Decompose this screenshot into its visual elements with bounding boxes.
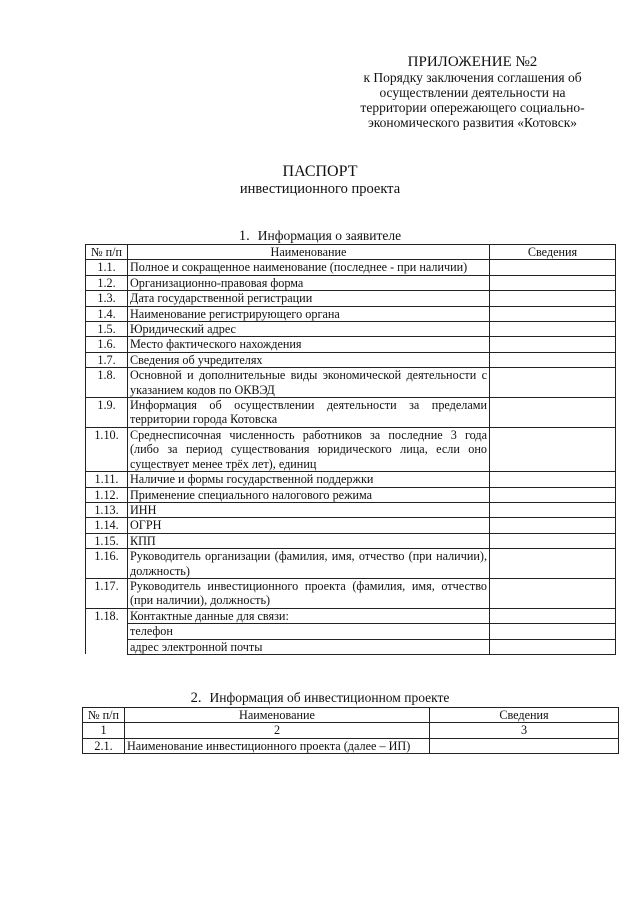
table-row <box>86 502 616 517</box>
row-number: 1.14. <box>86 518 128 533</box>
row-name: Наименование инвестиционного проекта (далее – ИП) <box>125 738 430 753</box>
row-number: 1.12. <box>86 487 128 502</box>
table-row <box>86 578 616 608</box>
row-number: 1.1. <box>86 260 128 275</box>
contacts-phone-label: телефон <box>128 624 490 639</box>
table-row <box>86 291 616 306</box>
row-number: 1.9. <box>86 398 128 428</box>
row-name: КПП <box>128 533 490 548</box>
header-info: Сведения <box>430 708 619 723</box>
row-number: 1.2. <box>86 275 128 290</box>
column-index: 3 <box>430 723 619 738</box>
row-name: Сведения об учредителях <box>128 352 490 367</box>
info-cell[interactable] <box>490 639 616 654</box>
table-row <box>86 352 616 367</box>
row-name: Организационно-правовая форма <box>128 275 490 290</box>
row-name: Наименование регистрирующего органа <box>128 306 490 321</box>
info-cell[interactable] <box>490 398 616 428</box>
table-row <box>86 260 616 275</box>
appendix-line: осуществлении деятельности на <box>379 85 566 100</box>
info-cell[interactable] <box>490 337 616 352</box>
header-num: № п/п <box>86 245 128 260</box>
info-cell[interactable] <box>490 487 616 502</box>
row-number: 1.8. <box>86 368 128 398</box>
column-index: 1 <box>83 723 125 738</box>
table-row <box>83 738 619 753</box>
table-row <box>86 322 616 337</box>
row-name: ОГРН <box>128 518 490 533</box>
row-number: 1.13. <box>86 502 128 517</box>
row-name: Среднесписочная численность работников за последние 3 года (либо за период существования юридического лица, если оно существует менее трёх лет), единиц <box>128 427 490 471</box>
info-cell[interactable] <box>490 533 616 548</box>
info-cell[interactable] <box>490 502 616 517</box>
row-name: Юридический адрес <box>128 322 490 337</box>
info-cell[interactable] <box>490 306 616 321</box>
info-cell[interactable] <box>490 368 616 398</box>
passport-subtitle: инвестиционного проекта <box>239 181 401 197</box>
row-name: Наличие и формы государственной поддержки <box>128 472 490 487</box>
row-number: 1.6. <box>86 337 128 352</box>
table-header-row <box>86 245 616 260</box>
passport-title: ПАСПОРТ <box>282 163 358 180</box>
info-cell[interactable] <box>490 427 616 471</box>
row-name: Место фактического нахождения <box>128 337 490 352</box>
row-number: 1.11. <box>86 472 128 487</box>
table-row <box>86 624 616 639</box>
info-cell[interactable] <box>490 624 616 639</box>
info-cell[interactable] <box>430 738 619 753</box>
info-cell[interactable] <box>490 352 616 367</box>
appendix-title: ПРИЛОЖЕНИЕ №2 <box>407 54 538 70</box>
info-cell[interactable] <box>490 549 616 579</box>
appendix-header <box>330 55 615 130</box>
table-row <box>86 518 616 533</box>
applicant-info-body <box>86 260 616 608</box>
table-row <box>86 275 616 290</box>
table-row <box>86 549 616 579</box>
table-row <box>86 487 616 502</box>
section1-number: 1. <box>238 228 250 244</box>
info-cell[interactable] <box>490 608 616 623</box>
row-number: 1.18. <box>86 608 128 654</box>
table-header-row <box>83 708 619 723</box>
column-index: 2 <box>125 723 430 738</box>
header-name: Наименование <box>128 245 490 260</box>
row-name: Руководитель организации (фамилия, имя, отчество (при наличии), должность) <box>128 549 490 579</box>
project-info-table <box>82 707 619 754</box>
column-index-row <box>83 723 619 738</box>
row-number: 1.17. <box>86 578 128 608</box>
table-row <box>86 639 616 654</box>
appendix-line: экономического развития «Котовск» <box>367 115 578 130</box>
row-number: 1.5. <box>86 322 128 337</box>
row-name: Применение специального налогового режима <box>128 487 490 502</box>
row-number: 1.15. <box>86 533 128 548</box>
row-number: 1.16. <box>86 549 128 579</box>
table-row <box>86 608 616 623</box>
project-info-body <box>83 738 619 753</box>
row-number: 1.7. <box>86 352 128 367</box>
row-name: Дата государственной регистрации <box>128 291 490 306</box>
table-row <box>86 427 616 471</box>
applicant-info-table <box>85 244 616 655</box>
info-cell[interactable] <box>490 291 616 306</box>
row-name: Полное и сокращенное наименование (последнее - при наличии) <box>128 260 490 275</box>
row-name: ИНН <box>128 502 490 517</box>
row-name: Информация об осуществлении деятельности за пределами территории города Котовска <box>128 398 490 428</box>
info-cell[interactable] <box>490 322 616 337</box>
contacts-body <box>86 608 616 654</box>
section1-title-text: Информация о заявителе <box>257 228 402 243</box>
appendix-line: территории опережающего социально- <box>360 100 585 115</box>
table-row <box>86 306 616 321</box>
section2-title <box>0 690 640 707</box>
section2-number: 2. <box>190 690 202 706</box>
info-cell[interactable] <box>490 518 616 533</box>
info-cell[interactable] <box>490 578 616 608</box>
header-info: Сведения <box>490 245 616 260</box>
info-cell[interactable] <box>490 275 616 290</box>
row-number: 1.3. <box>86 291 128 306</box>
table-row <box>86 368 616 398</box>
contacts-label: Контактные данные для связи: <box>128 608 490 623</box>
contacts-email-label: адрес электронной почты <box>128 639 490 654</box>
appendix-line: к Порядку заключения соглашения об <box>363 70 582 85</box>
row-number: 1.4. <box>86 306 128 321</box>
row-number: 1.10. <box>86 427 128 471</box>
info-cell[interactable] <box>490 472 616 487</box>
table-row <box>86 472 616 487</box>
table-row <box>86 533 616 548</box>
row-number: 2.1. <box>83 738 125 753</box>
table-row <box>86 337 616 352</box>
header-num: № п/п <box>83 708 125 723</box>
header-name: Наименование <box>125 708 430 723</box>
section2-title-text: Информация об инвестиционном проекте <box>209 690 450 705</box>
row-name: Основной и дополнительные виды экономической деятельности с указанием кодов по ОКВЭД <box>128 368 490 398</box>
row-name: Руководитель инвестиционного проекта (фамилия, имя, отчество (при наличии), должность) <box>128 578 490 608</box>
table-row <box>86 398 616 428</box>
info-cell[interactable] <box>490 260 616 275</box>
section1-title <box>0 228 640 245</box>
